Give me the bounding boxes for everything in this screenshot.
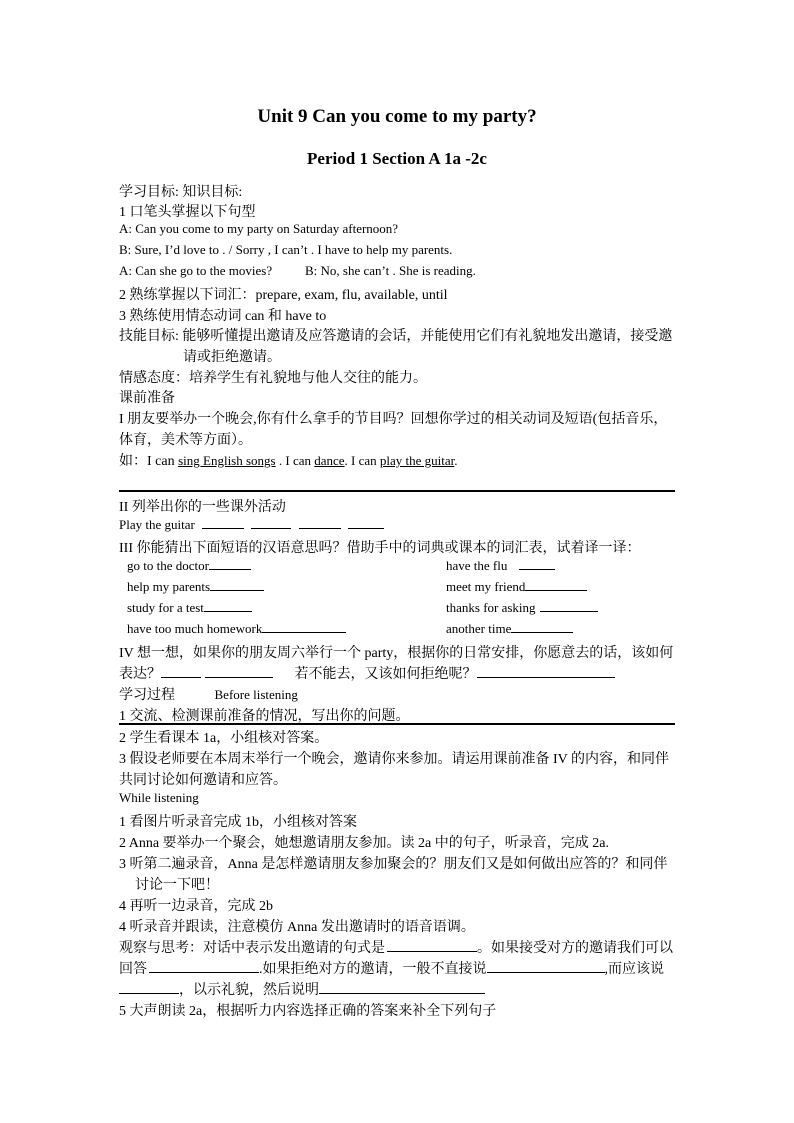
process-item-3-cont: 共同讨论如何邀请和应答。 [119,773,287,788]
unit-title: Unit 9 Can you come to my party? [257,106,537,127]
sentence-b1: B: Sure, I’d love to . / Sorry , I can’t . I have to help my parents. [119,242,453,257]
phrase-right-1: have the flu [446,558,508,573]
observe-text-1b: 。如果接受对方的邀请我们可以 [477,941,673,956]
phrase-blank-l3[interactable] [204,600,252,612]
process-heading: 学习过程 [119,688,175,703]
prep-item-1: I 朋友要举办一个晚会,你有什么拿手的节目吗？回想你学过的相关动词及短语(包括音乐， [119,412,668,427]
process-heading-line [119,684,675,705]
skill-goal-2: 请或拒绝邀请。 [183,350,281,365]
while-listening: While listening [119,790,199,805]
observe-blank-5[interactable] [319,982,485,994]
example-end: . [454,453,458,468]
phrase-left-3: study for a test [127,600,204,615]
prep-example [119,450,675,470]
process-item-1: 1 交流、检测课前准备的情况，写出你的问题。 [119,709,410,724]
phrase-left-2: help my parents [127,579,211,594]
example-b-pre: . I can [275,453,315,468]
phrase-blank-r3[interactable] [540,600,598,612]
phrase-row-3 [119,600,675,621]
observe-blank-1[interactable] [387,940,477,952]
blank-2[interactable] [251,517,291,529]
while-item-3: 3 听第二遍录音，Anna 是怎样邀请朋友参加聚会的？朋友们又是如何做出应答的？和同伴 [119,857,668,872]
phrase-right-wrap-4 [446,621,573,637]
phrase-blank-r2[interactable] [525,579,587,591]
objective-3: 3 熟练使用情态动词 can 和 have to [119,309,327,324]
emotion-goal: 情感态度：培养学生有礼貌地与他人交往的能力。 [119,371,427,386]
objectives-section [119,181,675,470]
phrase-right-wrap-3 [446,600,598,616]
prep-heading: 课前准备 [119,391,175,406]
prep-item-4-ask: 表达？ [119,667,161,682]
process-section [119,727,675,1021]
divider-2 [119,723,675,725]
play-line [119,517,675,537]
phrase-right-2: meet my friend [446,579,526,594]
prep-section-2 [119,496,675,726]
observe-line-2 [119,958,675,979]
example-c: play the guitar [379,453,455,468]
phrase-blank-r1[interactable] [519,558,555,570]
blank-3[interactable] [299,517,341,529]
period-subtitle: Period 1 Section A 1a -2c [307,149,487,168]
observe-line-1 [119,937,675,958]
phrase-blank-l2[interactable] [210,579,264,591]
while-item-1: 1 看图片听录音完成 1b，小组核对答案 [119,815,357,830]
while-item-6: 5 大声朗读 2a，根据听力内容选择正确的答案来补全下列句子 [119,1004,497,1019]
sentence-a2: A: Can she go to the movies? [119,263,273,278]
phrase-row-1 [119,558,675,579]
process-item-2: 2 学生看课本 1a，小组核对答案。 [119,731,329,746]
prep-item-2: II 列举出你的一些课外活动 [119,500,286,515]
phrase-left-1: go to the doctor [127,558,209,573]
before-listening: Before listening [214,687,298,702]
observe-text-1a: 观察与思考：对话中表示发出邀请的句式是 [119,941,385,956]
objective-2: 2 熟练掌握以下词汇：prepare, exam, flu, available, until [119,288,448,303]
while-item-5: 4 听录音并跟读，注意模仿 Anna 发出邀请时的语音语调。 [119,920,475,935]
phrase-right-wrap-2 [446,579,587,595]
play-label: Play the guitar [119,517,195,532]
while-item-3-cont: 讨论一下吧！ [135,878,219,893]
iv-blank-3[interactable] [477,666,615,678]
prep-item-1-cont: 体育，美术等方面）。 [119,433,252,448]
observe-line-3 [119,979,675,1000]
prep-item-4-refuse: 若不能去，又该如何拒绝呢？ [294,667,477,682]
phrase-row-2 [119,579,675,600]
blank-4[interactable] [348,517,384,529]
example-b: dance [314,453,345,468]
observe-text-2a: 回答 [119,962,147,977]
process-item-3: 3 假设老师要在本周末举行一个晚会，邀请你来参加。请运用课前准备 IV 的内容，和同伴 [119,752,670,767]
example-prefix: 如：I can [119,454,179,469]
example-c-pre: . I can [344,453,380,468]
while-item-4: 4 再听一边录音，完成 2b [119,899,273,914]
phrase-left-4: have too much homework [127,621,263,636]
while-item-2: 2 Anna 要举办一个聚会，她想邀请朋友参加。读 2a 中的句子，听录音，完成 2a. [119,836,609,851]
observe-blank-3[interactable] [487,961,605,973]
prep-item-4-cont [119,663,675,684]
iv-blank-2[interactable] [205,666,273,678]
observe-text-3a: ，以示礼貌，然后说明 [179,983,319,998]
phrase-blank-l4[interactable] [262,621,346,633]
divider-1 [119,490,675,492]
phrase-blank-r4[interactable] [511,621,573,633]
observe-blank-4[interactable] [119,982,179,994]
observe-text-2b: .如果拒绝对方的邀请，一般不直接说 [259,962,487,977]
prep-item-3: III 你能猜出下面短语的汉语意思吗？借助手中的词典或课本的词汇表，试着译一译： [119,541,641,556]
sentence-b2: B: No, she can’t . She is reading. [305,263,476,278]
sentence-row-2 [119,263,675,284]
example-a: sing English songs [178,453,276,468]
phrase-right-3: thanks for asking [446,600,536,615]
objectives-heading: 学习目标: 知识目标: [119,185,243,200]
phrase-row-4 [119,621,675,642]
sentence-a1: A: Can you come to my party on Saturday afternoon? [119,221,399,236]
observe-text-2c: ,而应该说 [604,962,664,977]
objective-1: 1 口笔头掌握以下句型 [119,205,256,220]
skill-goal-1: 技能目标: 能够听懂提出邀请及应答邀请的会话，并能使用它们有礼貌地发出邀请，接受邀 [119,329,673,344]
iv-blank-1[interactable] [161,666,201,678]
phrase-right-wrap-1 [446,558,555,574]
observe-blank-2[interactable] [149,961,259,973]
phrase-right-4: another time [446,621,512,636]
prep-item-4: IV 想一想，如果你的朋友周六举行一个 party，根据你的日常安排，你愿意去的话，该如何 [119,646,674,661]
phrase-blank-l1[interactable] [209,558,251,570]
blank-1[interactable] [202,517,244,529]
